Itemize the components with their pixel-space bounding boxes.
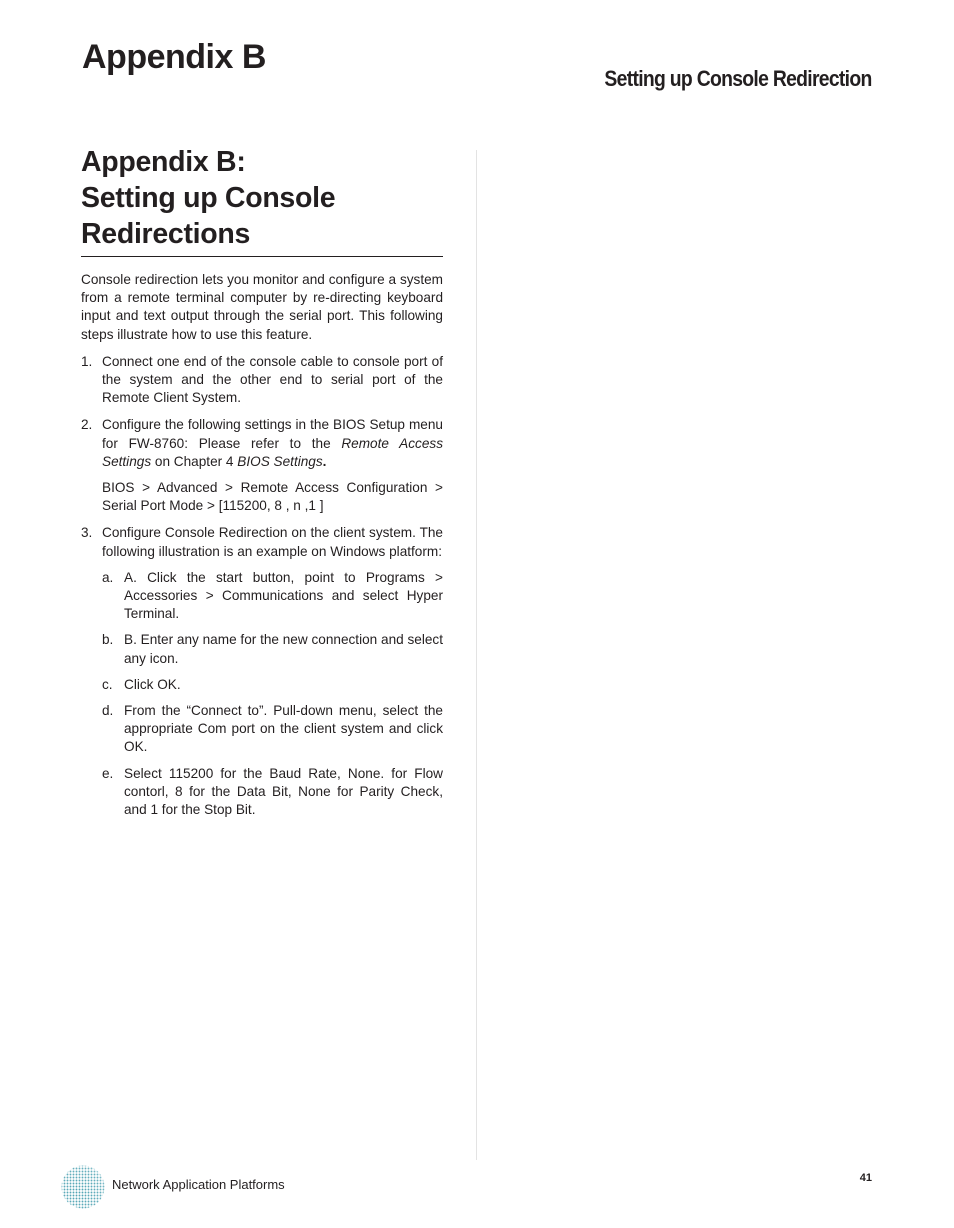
section-title: Setting up Console Redirection: [604, 66, 872, 91]
heading-line: Setting up Console: [81, 182, 336, 214]
substep-d: [102, 702, 443, 757]
step-3: [81, 524, 443, 819]
page-number: 41: [859, 1172, 872, 1184]
substep-text: Select 115200 for the Baud Rate, None. for Flow contorl, 8 for the Data Bit, None for Parity Check, and 1 for the Stop Bit.: [124, 765, 443, 818]
step-2: [81, 416, 443, 515]
substep-a: [102, 569, 443, 624]
substep-letter: a.: [102, 569, 114, 585]
step-text: [102, 416, 443, 471]
substep-text: Click OK.: [124, 676, 181, 692]
heading-line: Redirections: [81, 218, 251, 250]
step-text: Connect one end of the console cable to console port of the system and the other end to serial port of the Remote Client System.: [102, 353, 443, 406]
substep-text: From the “Connect to”. Pull-down menu, select the appropriate Com port on the client system and click OK.: [124, 703, 443, 755]
step-text-part: Configure the following settings in the BIOS Setup menu for FW-8760: Please refer to the: [102, 417, 443, 451]
appendix-title: Appendix B: [82, 38, 266, 76]
step-number: 3.: [81, 525, 93, 541]
step-text-part: on Chapter 4: [151, 453, 238, 469]
step-text-period: .: [322, 453, 327, 469]
step-number: 1.: [81, 353, 93, 369]
substep-letter: e.: [102, 765, 114, 781]
bios-path: BIOS > Advanced > Remote Access Configuration > Serial Port Mode > [115200, 8 , n ,1 ]: [102, 480, 443, 514]
company-name: Network Application Platforms: [112, 1177, 285, 1192]
globe-dots-logo-icon: [60, 1164, 106, 1210]
step-1: [81, 353, 443, 408]
substep-e: [102, 765, 443, 820]
substep-letter: b.: [102, 632, 114, 648]
substep-b: [102, 631, 443, 667]
substep-text: B. Enter any name for the new connection and select any icon.: [124, 632, 443, 666]
steps-list: [81, 353, 443, 819]
substeps-list: [102, 569, 443, 819]
page-heading: [81, 144, 443, 257]
substep-text: A. Click the start button, point to Programs > Accessories > Communications and select Hyper Terminal.: [124, 569, 443, 622]
step-text: Configure Console Redirection on the client system. The following illustration is an example on Windows platform:: [102, 525, 443, 559]
reference-remote-access: Remote Access Settings: [102, 435, 443, 469]
column-divider: [476, 150, 477, 1160]
substep-letter: d.: [102, 703, 114, 719]
substep-c: [102, 676, 443, 694]
intro-paragraph: Console redirection lets you monitor and configure a system from a remote terminal computer by re-directing keyboard input and text output through the serial port. This following steps illustrate how to use this feature.: [81, 272, 443, 342]
step-number: 2.: [81, 417, 93, 433]
substep-letter: c.: [102, 676, 113, 692]
reference-bios-settings: BIOS Settings: [237, 453, 323, 469]
heading-line: Appendix B:: [81, 146, 246, 178]
main-content: [81, 144, 443, 819]
